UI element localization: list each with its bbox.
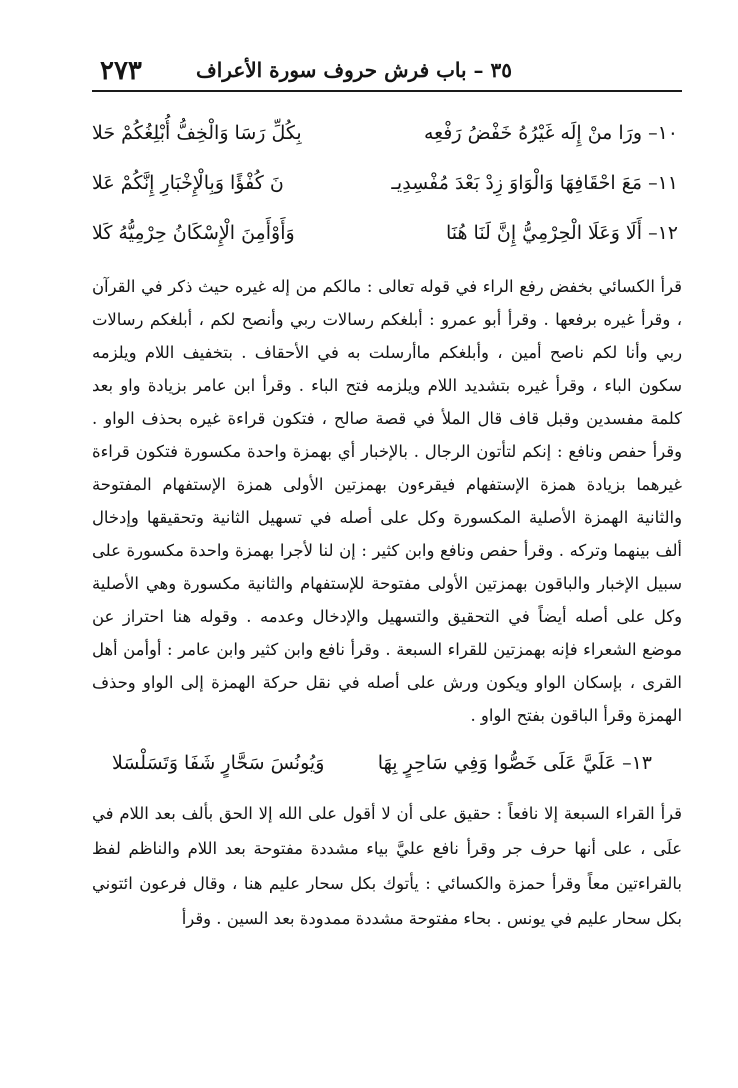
verse-second-hemistich: نَ كُفْؤًا وَبِالْإِخْبَارِ إِنَّكُمْ عَلا xyxy=(92,172,284,194)
verse-line-10 xyxy=(92,114,682,164)
verse-line-12 xyxy=(92,214,682,264)
verse-first-hemistich: ١١– مَعَ احْقَافِهَا وَالْوَاوَ زِدْ بَعْدَ مُفْسِدِيـ xyxy=(391,172,678,194)
page-number: ٢٧٣ xyxy=(100,56,142,86)
verse-block xyxy=(92,114,682,264)
page-header xyxy=(92,52,682,92)
commentary-paragraph: قرأ الكسائي بخفض رفع الراء في قوله تعالى : مالكم من إله غيره حيث ذكر في القرآن ، وقرأ غيره برفعها . وقرأ أبو عمرو : أبلغكم رسالات ربي وأنصح لكم ، أبلغكم رسالات ربي وأنا لكم ناصح أمين ، وأبلغكم ماأرسلت به في الأحقاف . بتخفيف اللام ويلزمه سكون الباء ، وقرأ غيره بتشديد اللام ويلزمه فتح الباء . وقرأ ابن عامر بزيادة واو بعد كلمة مفسدين وقبل قاف قال الملأ في قصة صالح ، فتكون قراءة غيره بحذف الواو . وقرأ حفص ونافع : إنكم لتأتون الرجال . بالإخبار أي بهمزة واحدة مكسورة فتكون قراءة غيرهما بزيادة همزة الإستفهام فيقرءون بهمزتين الأولى همزة الإستفهام المفتوحة والثانية الهمزة الأصلية المكسورة وكل على أصله في تسهيل الثانية وتحقيقها وإدخال ألف بينهما وتركه . وقرأ حفص ونافع وابن كثير : إن لنا لأجرا بهمزة واحدة مكسورة على سبيل الإخبار والباقون بهمزتين الأولى مفتوحة للإستفهام والثانية مكسورة وهي الأصلية وكل على أصله أيضاً في التحقيق والتسهيل والإدخال وعدمه . وقوله هنا احتراز عن موضع الشعراء فإنه بهمزتين للقراء السبعة . وقرأ نافع وابن كثير وابن عامر : أوأمن أهل القرى ، بإسكان الواو ويكون ورش على أصله في نقل حركة الهمزة إلى الواو وحذف الهمزة وقرأ الباقون بفتح الواو . xyxy=(92,277,682,725)
verse-first-hemistich: ١٣– عَلَيَّ عَلَى خَصُّوا وَفِي سَاحِرٍ بِهَا xyxy=(377,752,652,774)
verse-line-11 xyxy=(92,164,682,214)
verse-first-hemistich: ١٢– أَلَا وَعَلَا الْحِرْمِيُّ إِنَّ لَنَا هُنَا xyxy=(445,222,678,244)
verse-second-hemistich: وَيُونُسَ سَحَّارٍ شَفَا وَتَسَلْسَلا xyxy=(112,752,325,774)
verse-first-hemistich: ١٠– ورَا منْ إِلَه غَيْرُهُ خَفْضُ رَفْعِه xyxy=(423,122,678,144)
verse-second-hemistich: بِكُلِّ رَسَا وَالْخِفُّ أُبْلِغُكُمْ حَلا xyxy=(92,122,302,144)
verse-line-13 xyxy=(92,740,682,794)
running-title: ٣٥ – باب فرش حروف سورة الأعراف xyxy=(196,58,512,82)
commentary-paragraph: قرأ القراء السبعة إلا نافعاً : حقيق على أن لا أقول على الله إلا الحق بألف بعد اللام في علَى ، على أنها حرف جر وقرأ نافع عليَّ بياء مشددة مفتوحة بعد اللام والناظم لفظ بالقراءتين معاً وقرأ حمزة والكسائي : يأتوك بكل سحار عليم هنا ، وقال فرعون ائتوني بكل سحار عليم في يونس . بحاء مفتوحة مشددة ممدودة بعد السين . وقرأ xyxy=(92,804,682,928)
verse-second-hemistich: وَأَوْأَمِنَ الْإِسْكَانُ حِرْمِيُّهُ كَلا xyxy=(92,222,295,244)
